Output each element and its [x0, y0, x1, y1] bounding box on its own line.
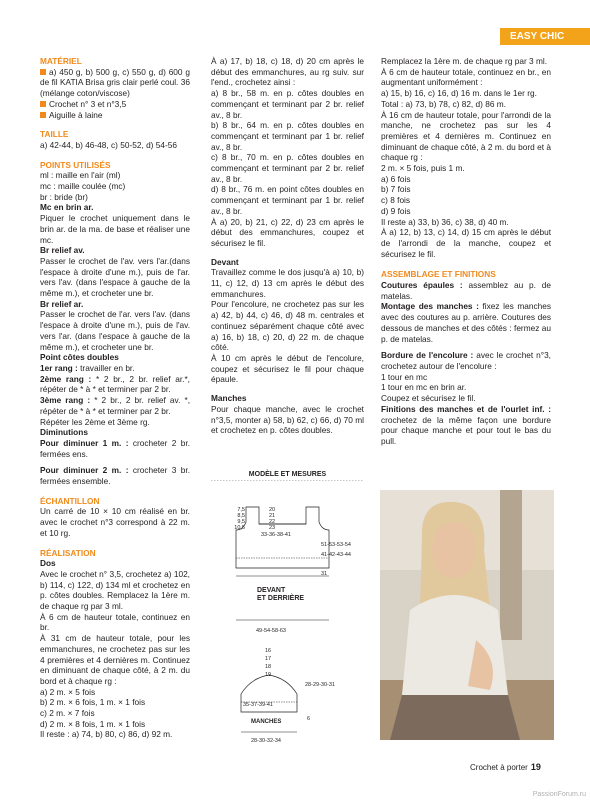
- bordure-item: Coupez et sécurisez le fil.: [381, 393, 476, 404]
- points-heading: POINTS UTILISÉS: [40, 159, 111, 170]
- manches-reste: Il reste a) 33, b) 36, c) 38, d) 40 m.: [381, 216, 509, 227]
- dos-continued: b) 8 br., 64 m. en p. côtes doubles en commençant et terminant par 1 br. relief av., 8 br.: [211, 120, 364, 152]
- montage-text: Montage des manches : fixez les manches avec des coutures au p. arrière. Coutures des dessous de manches et des côtés : fermez au p. de matelas.: [381, 301, 551, 344]
- dos-continued: d) 8 br., 76 m. en point côtes doubles en commençant et terminant par 1 br. relief av., 8 br.: [211, 184, 364, 216]
- diagram-label: 10,5: [234, 525, 245, 531]
- repeter-text: Répéter les 2ème et 3ème rg.: [40, 416, 150, 427]
- dos-continued: a) 8 br., 58 m. en p. côtes doubles en commençant et terminant par 2 br. relief av., 8 br.: [211, 88, 364, 120]
- dos-text: À 31 cm de hauteur totale, pour les emmanchures, ne crochetez pas sur les 4 premières et 4 dernières m. Continuez en diminuant de chaque côté, à 2 m. du bord et à chaque rg :: [40, 633, 190, 686]
- devant-text: Pour l'encolure, ne crochetez pas sur les a) 42, b) 44, c) 46, d) 48 m. centrales et continuez séparément chaque côté avec a) 16, b) 18, c) 20, d) 22 m. de chaque côté.: [211, 299, 364, 353]
- cotes-heading: Point côtes doubles: [40, 352, 119, 363]
- devant-text: Travaillez comme le dos jusqu'à a) 10, b) 11, c) 12, d) 13 cm après le début des emmanchures.: [211, 267, 364, 299]
- manches-text: a) 15, b) 16, c) 16, d) 16 m. dans le 1er rg.: [381, 88, 537, 99]
- diagram-label: 51-53-53-54: [321, 542, 351, 548]
- finitions-text: Finitions des manches et de l'ourlet inf. : crochetez de la même façon une bordure pour chaque manche et pour tout le bas du pull.: [381, 403, 551, 446]
- diagram-label: 28-29-30-31: [305, 682, 335, 688]
- page-footer: [470, 762, 541, 772]
- manches-text: À a) 12, b) 13, c) 14, d) 15 cm après le début de l'arrondi de la manche, coupez et sécurisez le fil.: [381, 227, 551, 259]
- diagram-label: 28-30-32-34: [251, 738, 281, 744]
- diagram-label: 16: [265, 648, 272, 654]
- pattern-schematic: [211, 480, 364, 750]
- diagram-label: 20: [269, 507, 276, 513]
- materiel-heading: MATÉRIEL: [40, 56, 82, 66]
- manches-list-item: c) 8 fois: [381, 195, 411, 206]
- devant-heading: Devant: [211, 256, 239, 267]
- diagram-label: 18: [265, 664, 272, 670]
- column-1: [40, 56, 190, 740]
- diagram-label: 21: [269, 513, 276, 519]
- magazine-name: Crochet à porter: [470, 763, 528, 772]
- diagram-label: 9,5: [237, 519, 245, 525]
- dos-continued: À a) 17, b) 18, c) 18, d) 20 cm après le début des emmanchures, au rg suiv. sur l'end., crochetez ainsi :: [211, 56, 364, 88]
- manches-text: À 16 cm de hauteur totale, pour l'arrondi de la manche, ne crochetez pas sur les 4 premières et 4 dernières m. Continuez en diminuant de chaque côté, à 2 m. du bord et à chaque rg :: [381, 109, 551, 163]
- manches-list-item: a) 6 fois: [381, 173, 411, 184]
- rang-3: 3ème rang : * 2 br., 2 br. relief av. *, répéter de * à * et terminer par 2 br.: [40, 395, 190, 416]
- t-right-labels: [269, 507, 275, 531]
- coutures-text: Coutures épaules : assemblez au p. de matelas.: [381, 280, 551, 301]
- diagram-label: 8,5: [237, 513, 245, 519]
- mc-brin-heading: Mc en brin ar.: [40, 202, 94, 213]
- taille-text: a) 42-44, b) 46-48, c) 50-52, d) 54-56: [40, 139, 177, 150]
- dim-1: Pour diminuer 1 m. : crocheter 2 br. fermées ens.: [40, 437, 190, 459]
- diminutions-heading: Diminutions: [40, 427, 88, 438]
- point-item: mc : maille coulée (mc): [40, 181, 126, 192]
- rang-2: 2ème rang : * 2 br., 2 br. relief ar.*, répéter de * à * et terminer par 2 br.: [40, 373, 190, 395]
- diagram-label: 22: [269, 519, 276, 525]
- materiel-item: Crochet n° 3 et n°3,5: [40, 99, 190, 110]
- diagram-label: 17: [265, 656, 272, 662]
- materiel-item: Aiguille à laine: [40, 110, 190, 121]
- manches-text: À 6 cm de hauteur totale, continuez en br., en augmentant uniformément :: [381, 66, 551, 88]
- bordure-text: Bordure de l'encolure : avec le crochet n°3, crochetez autour de l'encolure :: [381, 350, 551, 371]
- diagram-body-label: DEVANT ET DERRIÈRE: [257, 587, 305, 602]
- dos-continued: À a) 20, b) 21, c) 22, d) 23 cm après le début des emmanchures, coupez et sécurisez le fil.: [211, 216, 364, 248]
- diagram-label: 31: [321, 571, 328, 577]
- dim-2: Pour diminuer 2 m. : crocheter 3 br. fermées ensemble.: [40, 465, 190, 487]
- sleeve-heights: [265, 648, 271, 678]
- diagram-label: 33-36-38-41: [261, 532, 291, 538]
- assemblage-heading: ASSEMBLAGE ET FINITIONS: [381, 269, 496, 280]
- br-av-text: Passer le crochet de l'av. vers l'ar.(dans l'espace à droite d'une m.), puis de l'ar. vers l'av. (dans l'espace à gauche de la même m.), et crocheter une br.: [40, 255, 190, 299]
- model-photo-art: [380, 490, 554, 740]
- diagram-sleeve-label: MANCHES: [251, 719, 282, 725]
- dos-list-item: c) 2 m. × 7 fois: [40, 708, 95, 719]
- diagram-label: 19: [265, 672, 272, 678]
- manches-heading: Manches: [211, 393, 247, 404]
- manches-text: Total : a) 73, b) 78, c) 82, d) 86 m.: [381, 98, 506, 109]
- t-left-labels: [234, 507, 245, 531]
- page-number: 19: [530, 762, 541, 772]
- br-av-heading: Br relief av.: [40, 245, 85, 256]
- dos-text: À 6 cm de hauteur totale, continuez en br.: [40, 611, 190, 633]
- dos-list-item: b) 2 m. × 6 fois, 1 m. × 1 fois: [40, 697, 146, 708]
- br-ar-heading: Br relief ar.: [40, 298, 84, 309]
- dos-heading: Dos: [40, 558, 56, 569]
- mc-brin-text: Piquer le crochet uniquement dans le brin ar. de la ma. de base et réaliser une mc.: [40, 213, 190, 245]
- bullet-square-icon: [40, 112, 46, 118]
- manches-text: Remplacez la 1ère m. de chaque rg par 3 ml.: [381, 56, 548, 66]
- bordure-item: 1 tour en mc en brin ar.: [381, 382, 467, 393]
- rang-1: 1er rang : travailler en br.: [40, 362, 135, 373]
- column-3: [381, 56, 551, 447]
- dos-reste: Il reste : a) 74, b) 80, c) 86, d) 92 m.: [40, 729, 173, 740]
- diagram-title: MODÈLE ET MESURES: [248, 471, 327, 478]
- taille-heading: TAILLE: [40, 129, 69, 140]
- echantillon-text: Un carré de 10 × 10 cm réalisé en br. avec le crochet n°3 correspond à 22 m. et 10 rg.: [40, 506, 190, 538]
- manches-list-item: 2 m. × 5 fois, puis 1 m.: [381, 163, 465, 174]
- bullet-square-icon: [40, 101, 46, 107]
- diagram-label: 49-54-58-63: [256, 628, 286, 634]
- bordure-item: 1 tour en mc: [381, 371, 428, 382]
- section-tab: EASY CHIC: [500, 28, 590, 45]
- diagram-label: 41-42-43-44: [321, 552, 351, 558]
- dos-list-item: d) 2 m. × 8 fois, 1 m. × 1 fois: [40, 718, 146, 729]
- column-2: [211, 56, 364, 436]
- echantillon-heading: ÉCHANTILLON: [40, 495, 100, 506]
- materiel-item: a) 450 g, b) 500 g, c) 550 g, d) 600 g de fil KATIA Brisa gris clair perlé coul. 36 (mélange coton/viscose): [40, 66, 190, 99]
- manches-list-item: d) 9 fois: [381, 205, 411, 216]
- dos-continued: c) 8 br., 70 m. en p. côtes doubles en commençant et terminant par 2 br. relief av., 8 br.: [211, 152, 364, 184]
- diagram-label: 7,5: [237, 507, 245, 513]
- diagram-label: 35-37-39-41: [243, 702, 273, 708]
- model-photo: [380, 490, 554, 740]
- realisation-heading: RÉALISATION: [40, 547, 96, 558]
- bullet-square-icon: [40, 69, 46, 75]
- manches-text: Pour chaque manche, avec le crochet n°3,5, monter a) 58, b) 62, c) 66, d) 70 ml et crochetez en p. côtes doubles.: [211, 403, 364, 436]
- dos-text: Avec le crochet n° 3,5, crochetez a) 102, b) 114, c) 122, d) 134 ml et crochetez en p. côtes doubles. Remplacez la 1ère m. de chaque rg par 3 ml.: [40, 568, 190, 612]
- diagram-label: 6: [307, 716, 311, 722]
- br-ar-text: Passer le crochet de l'ar. vers l'av. (dans l'espace à droite d'une m.), puis de l'av. vers l'ar. (dans l'espace à gauche de la même m.), et crocheter une br.: [40, 309, 190, 352]
- dos-list-item: a) 2 m. × 5 fois: [40, 686, 96, 697]
- manches-list-item: b) 7 fois: [381, 184, 411, 195]
- point-item: br : bride (br): [40, 191, 88, 202]
- point-item: ml : maille en l'air (ml): [40, 170, 121, 181]
- devant-text: À 10 cm après le début de l'encolure, coupez et sécurisez le fil pour chaque épaule.: [211, 352, 364, 385]
- diagram-label: 23: [269, 525, 276, 531]
- watermark: PassionForum.ru: [532, 791, 586, 798]
